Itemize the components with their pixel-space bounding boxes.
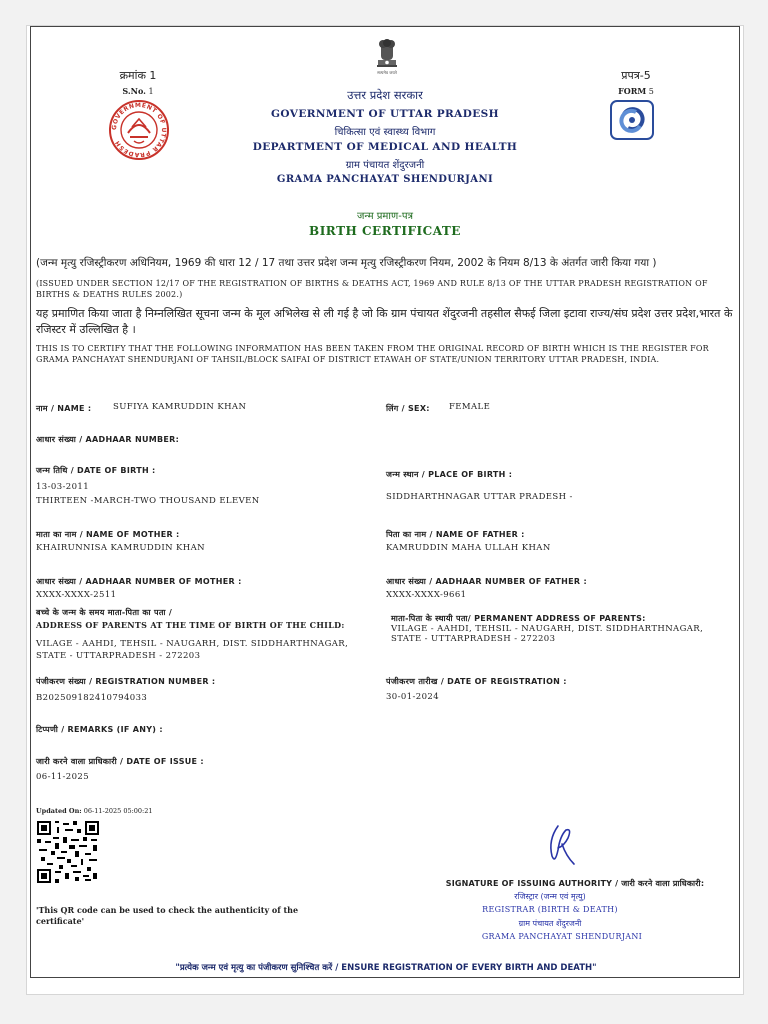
govt-hindi: उत्तर प्रदेश सरकार	[347, 88, 423, 102]
pob-value: SIDDHARTHNAGAR UTTAR PRADESH -	[386, 492, 573, 502]
qr-code[interactable]	[37, 821, 99, 883]
form-number	[598, 86, 674, 96]
father-aadhaar-label: आधार संख्या / AADHAAR NUMBER OF FATHER :	[386, 577, 587, 586]
registration-date-label: पंजीकरण तारीख / DATE OF REGISTRATION :	[386, 677, 567, 686]
pob-label: जन्म स्थान / PLACE OF BIRTH :	[386, 470, 513, 479]
form-value: 5	[648, 87, 654, 96]
sno-value: 1	[148, 87, 154, 96]
dept-english: DEPARTMENT OF MEDICAL AND HEALTH	[252, 141, 518, 153]
up-government-seal	[108, 99, 170, 161]
sex-value: FEMALE	[449, 402, 491, 412]
registrar-hindi: रजिस्ट्रार (जन्म एवं मृत्यु)	[514, 892, 586, 901]
permanent-address-value: VILAGE - AAHDI, TEHSIL - NAUGARH, DIST. SIDDHARTHNAGAR, STATE - UTTARPRADESH - 272203	[391, 624, 704, 644]
father-name-label: पिता का नाम / NAME OF FATHER :	[386, 530, 525, 539]
mother-aadhaar-value: XXXX-XXXX-2511	[36, 590, 117, 600]
father-name-value: KAMRUDDIN MAHA ULLAH KHAN	[386, 543, 551, 553]
issuer-panchayat-hindi: ग्राम पंचायत शेंदुरजनी	[518, 919, 582, 928]
birth-address-label-hindi: बच्चे के जन्म के समय माता-पिता का पता /	[36, 608, 173, 617]
registration-number-label: पंजीकरण संख्या / REGISTRATION NUMBER :	[36, 677, 216, 686]
sex-label: लिंग / SEX:	[386, 404, 430, 413]
dept-hindi: चिकित्सा एवं स्वास्थ्य विभाग	[334, 127, 436, 138]
registration-number-value: B2025091824107940​33	[36, 693, 148, 703]
mother-name-label: माता का नाम / NAME OF MOTHER :	[36, 530, 180, 539]
svg-text:GOVERNMENT OF UTTAR PRADESH	[111, 102, 167, 158]
dob-value: 13-03-2011	[36, 482, 90, 492]
form-label: FORM	[618, 86, 647, 96]
father-aadhaar-value: XXXX-XXXX-9661	[386, 590, 467, 600]
emblem-motto: सत्यमेव जयते	[377, 70, 397, 75]
name-value: SUFIYA KAMRUDDIN KHAN	[113, 402, 247, 412]
remarks-label: टिप्पणी / REMARKS (IF ANY) :	[36, 725, 163, 734]
birth-address-label: ADDRESS OF PARENTS AT THE TIME OF BIRTH OF THE CHILD:	[36, 620, 345, 630]
certificate-title-hindi: जन्म प्रमाण-पत्र	[356, 211, 414, 222]
govt-english: GOVERNMENT OF UTTAR PRADESH	[271, 108, 499, 120]
sno-hindi: क्रमांक 1	[119, 69, 157, 82]
updated-on	[36, 807, 153, 815]
sno-label: S.No.	[122, 86, 146, 96]
dob-words: THIRTEEN -MARCH-TWO THOUSAND ELEVEN	[36, 496, 260, 506]
issuer-panchayat-english: GRAMA PANCHAYAT SHENDURJANI	[481, 932, 643, 941]
certificate-title: BIRTH CERTIFICATE	[309, 224, 461, 238]
panchayat-hindi: ग्राम पंचायत शेंदुरजनी	[345, 160, 425, 171]
birth-address-value: VILAGE - AAHDI, TEHSIL - NAUGARH, DIST. SIDDHARTHNAGAR, STATE - UTTARPRADESH - 272203	[36, 639, 349, 661]
act-text-english: (ISSUED UNDER SECTION 12/17 OF THE REGISTRATION OF BIRTHS & DEATHS ACT, 1969 AND RULE 8/13 OF THE UTTAR PRADESH REGISTRATION OF BIRTHS & DEATHS RULES 2002.)	[36, 279, 708, 299]
seal-text: GOVERNMENT OF UTTAR PRADESH	[110, 101, 168, 159]
issue-date-label: जारी करने वाला प्राधिकारी / DATE OF ISSUE :	[36, 757, 204, 766]
certify-text-hindi: यह प्रमाणित किया जाता है निम्नलिखित सूचना जन्म के मूल अभिलेख से ली गई है जो कि ग्राम पंचायत शेंदुरजनी तहसील सैफई जिला इटावा राज्य/संघ प्रदेश उत्तर प्रदेश,भारत के रजिस्टर में उल्लिखित है ।	[36, 307, 733, 336]
mother-name-value: KHAIRUNNISA KAMRUDDIN KHAN	[36, 543, 205, 553]
panchayat-english: GRAMA PANCHAYAT SHENDURJANI	[276, 174, 494, 185]
act-text-hindi: (जन्म मृत्यु रजिस्ट्रीकरण अधिनियम, 1969 की धारा 12 / 17 तथा उत्तर प्रदेश जन्म मृत्यु रजिस्ट्रीकरण नियम, 2002 के नियम 8/13 के अंतर्गत जारी किया गया )	[36, 257, 657, 269]
aadhaar-label: आधार संख्या / AADHAAR NUMBER:	[36, 435, 180, 444]
signature	[540, 822, 580, 872]
name-label: नाम / NAME :	[36, 404, 92, 413]
updated-label: Updated On:	[36, 807, 82, 815]
qr-note: 'This QR code can be used to check the authenticity of the certificate'	[36, 905, 299, 926]
dob-label: जन्म तिथि / DATE OF BIRTH :	[36, 466, 156, 475]
signature-title: SIGNATURE OF ISSUING AUTHORITY / जारी करने वाला प्राधिकारी:	[445, 879, 705, 888]
mother-aadhaar-label: आधार संख्या / AADHAAR NUMBER OF MOTHER :	[36, 577, 242, 586]
registration-date-value: 30-01-2024	[386, 692, 440, 702]
issue-date-value: 06-11-2025	[36, 772, 90, 782]
registrar-english: REGISTRAR (BIRTH & DEATH)	[482, 905, 618, 914]
form-hindi: प्रपत्र-5	[621, 69, 651, 82]
sno	[100, 86, 176, 96]
certify-text-english: THIS IS TO CERTIFY THAT THE FOLLOWING INFORMATION HAS BEEN TAKEN FROM THE ORIGINAL RECORD OF BIRTH WHICH IS THE REGISTER FOR GRAMA PANCHAYAT SHENDURJANI OF TAHSIL/BLOCK SAIFAI OF DISTRICT ETAWAH OF STATE/UNION TERRITORY UTTAR PRADESH, INDIA.	[36, 344, 709, 364]
permanent-address-label: माता-पिता के स्थायी पता/ PERMANENT ADDRESS OF PARENTS:	[391, 614, 646, 623]
registration-slogan: "प्रत्येक जन्म एवं मृत्यु का पंजीकरण सुनिश्चित करें / ENSURE REGISTRATION OF EVERY BIRTH AND DEATH"	[175, 963, 597, 973]
updated-value: 06-11-2025 05:00:21	[83, 807, 153, 815]
crs-logo-icon	[610, 100, 654, 140]
